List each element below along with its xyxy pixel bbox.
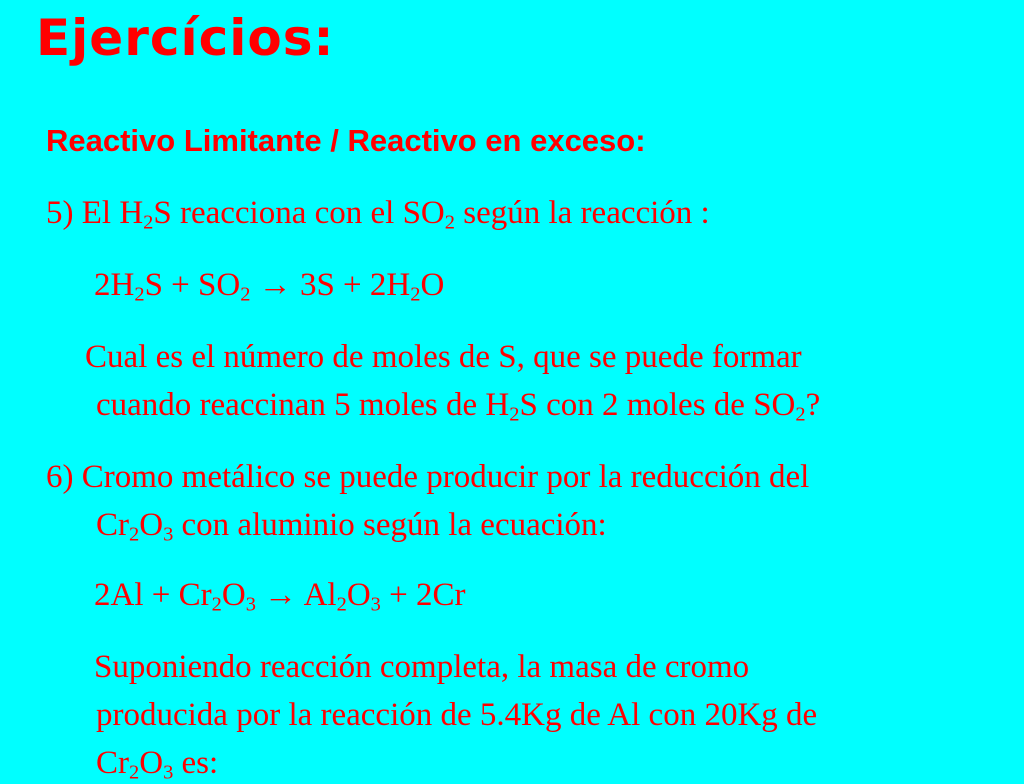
subscript: 2	[410, 283, 421, 306]
subscript: 2	[509, 403, 520, 426]
subscript: 2	[143, 211, 154, 234]
exercise-5-question-line-1: Cual es el número de moles de S, que se puede formar	[85, 339, 802, 375]
subscript: 3	[163, 761, 174, 784]
exercise-5-statement: 5) El $H_2S$ reacciona con el $SO_2$ según la reacción :	[46, 195, 710, 234]
exercise-6-equation: $2Al + Cr_2O_3 \to Al_2O_3 + 2Cr$	[94, 577, 466, 616]
exercise-6-question-line-3: $Cr_2O_3$ es:	[96, 745, 219, 784]
exercise-6-question-line-2: producida por la reacción de 5.4Kg de Al con 20Kg de	[96, 697, 818, 733]
exercise-5-equation: $2H_2S + SO_2 \to 3S + 2H_2O$	[94, 267, 445, 306]
subscript: 2	[129, 761, 140, 784]
subscript: 3	[370, 593, 381, 616]
exercise-6-statement-line-2: $Cr_2O_3$ con aluminio según la ecuación:	[96, 507, 607, 546]
exercise-6-statement-line-1: 6) Cromo metálico se puede producir por la reducción del	[46, 459, 810, 495]
subscript: 2	[240, 283, 251, 306]
subscript: 3	[245, 593, 256, 616]
subscript: 3	[163, 523, 174, 546]
slide-subtitle: Reactivo Limitante / Reactivo en exceso:	[46, 123, 646, 158]
exercise-6-question-line-1: Suponiendo reacción completa, la masa de cromo	[94, 649, 750, 685]
exercise-5-question-line-2: cuando reaccinan 5 moles de $H_2S$ con 2 moles de $SO_2$?	[96, 387, 821, 426]
subscript: 2	[129, 523, 140, 546]
subscript: 2	[336, 593, 347, 616]
subscript: 2	[444, 211, 455, 234]
subscript: 2	[134, 283, 145, 306]
subscript: 2	[211, 593, 222, 616]
slide-title: Ejercícios:	[36, 9, 335, 67]
subscript: 2	[795, 403, 806, 426]
